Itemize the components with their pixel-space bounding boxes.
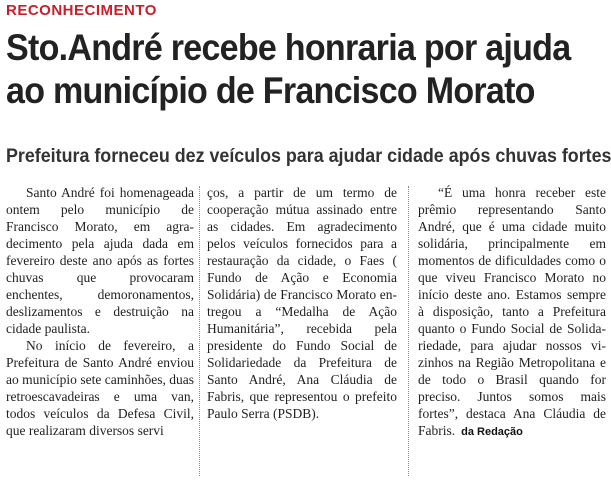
section-kicker: RECONHECIMENTO — [6, 2, 157, 19]
headline-line-2: ao município de Francisco Morato — [6, 70, 535, 111]
headline-line-1: Sto.André recebe honraria por ajuda — [6, 27, 571, 68]
headline — [6, 26, 571, 112]
article-column-2 — [207, 184, 397, 422]
subheadline: Prefeitura forneceu dez veículos para ajudar cidade após chuvas fortes — [6, 146, 611, 167]
quote-text: “É uma honra receber este prêmio representando Santo André, que é uma cidade muito solidária, principalmente em momentos de dificuldades como o que viveu Francisco Morato no início deste ano. Estamos sempre à disposição, tanto a Prefeitura quanto o Fundo Social de Solidariedade, para ajudar nossos vizinhos na Região Metropolitana e de todo o Brasil quando for preciso. Juntos somos mais fortes”, destaca Ana Cláudia de Fabris. — [418, 185, 606, 438]
paragraph: No início de fevereiro, a Prefeitura de Santo André enviou ao município sete caminhões, duas retroescavadeiras e uma van, todos veículos da Defesa Civil, que realizaram diversos servi — [6, 338, 194, 438]
article-column-3 — [418, 184, 606, 441]
column-divider — [408, 186, 409, 476]
byline-credit: da Redação — [461, 426, 523, 438]
paragraph: Santo André foi homenageada ontem pelo município de Francisco Morato, em agradecimento pela ajuda dada em fevereiro deste ano após as fortes chuvas que provocaram enchentes, demoronamentos, deslizamentos e destruição na cidade paulista. — [6, 185, 194, 336]
column-divider — [199, 186, 200, 476]
article-column-1 — [6, 184, 194, 439]
paragraph — [418, 184, 606, 441]
paragraph: ços, a partir de um termo de cooperação mútua assinado entre as cidades. Em agradecimento pelos veículos fornecidos para a restauração da cidade, o Faes ( Fundo de Ação e Economia Solidária) de Francisco Morato entregou a “Medalha de Ação Humanitária”, recebida pela presidente do Fundo Social de Solidariedade da Prefeitura de Santo André, Ana Cláudia de Fabris, que representou o prefeito Paulo Serra (PSDB). — [207, 185, 397, 421]
